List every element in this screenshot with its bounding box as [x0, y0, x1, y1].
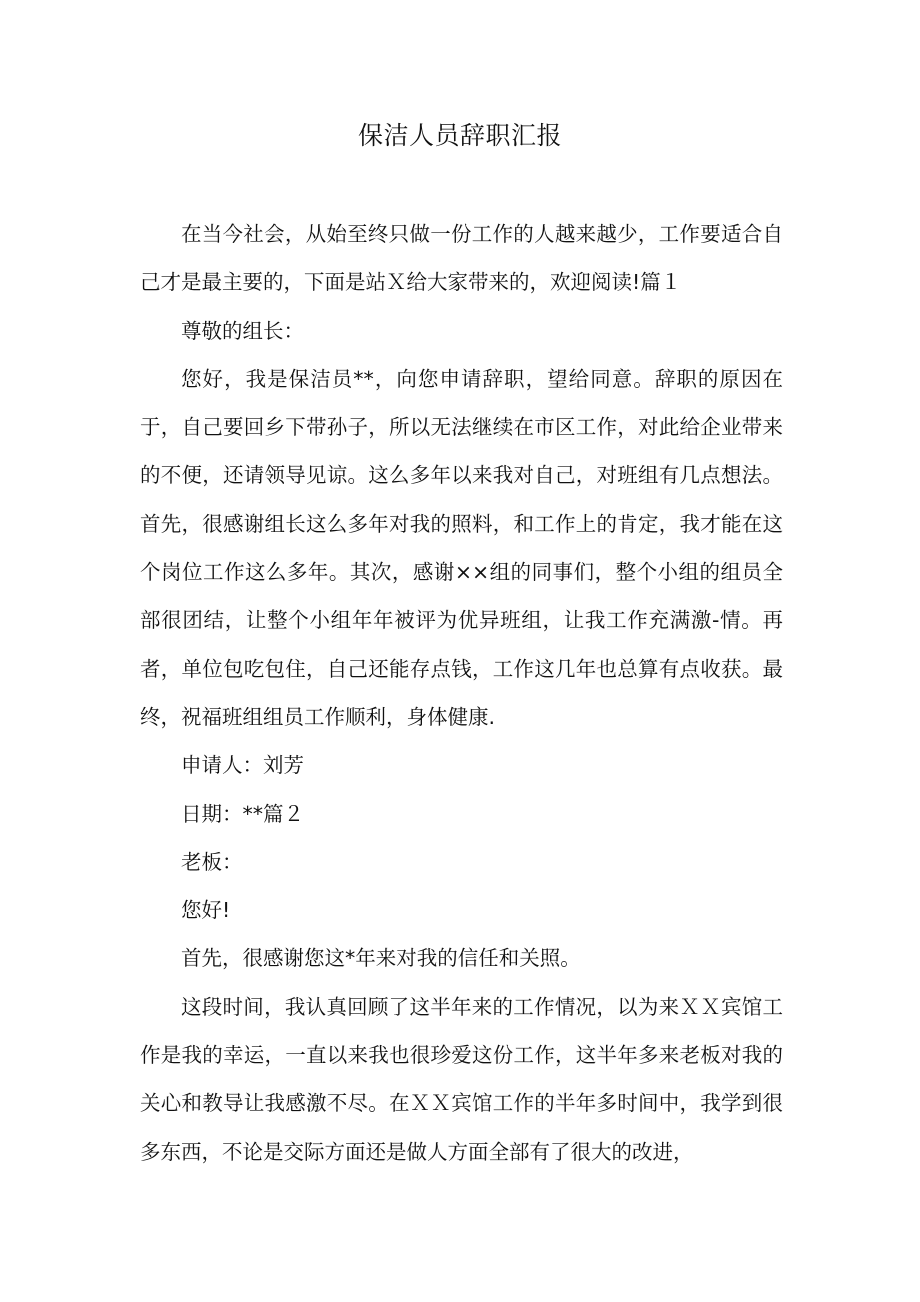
salutation-boss: 老板：: [181, 849, 243, 874]
date-line: 日期：**篇２: [181, 801, 304, 826]
document-title: 保洁人员辞职汇报: [357, 121, 562, 150]
greeting-line: 您好!: [181, 898, 231, 923]
resignation-paragraph-2: 这段时间，我认真回顾了这半年来的工作情况，以为来ＸＸ宾馆工作是我的幸运，一直以来我也很珍爱这份工作，这半年多来老板对我的关心和教导让我感激不尽。在ＸＸ宾馆工作的半年多时间中，我学到很多东西，不论是交际方面还是做人方面全部有了很大的改进，: [140, 994, 783, 1164]
document-body: [140, 210, 783, 1176]
salutation-leader: 尊敬的组长：: [181, 318, 304, 343]
applicant-line: 申请人：刘芳: [181, 753, 304, 778]
resignation-paragraph-1: 您好，我是保洁员**，向您申请辞职，望给同意。辞职的原因在于，自己要回乡下带孙子，所以无法继续在市区工作，对此给企业带来的不便，还请领导见谅。这么多年以来我对自己，对班组有几点想法。首先，很感谢组长这么多年对我的照料，和工作上的肯定，我才能在这个岗位工作这么多年。其次，感谢××组的同事们，整个小组的组员全部很团结，让整个小组年年被评为优异班组，让我工作充满激-情。再者，单位包吃包住，自己还能存点钱，工作这几年也总算有点收获。最终，祝福班组组员工作顺利，身体健康.: [140, 366, 783, 729]
thanks-paragraph: 首先，很感谢您这*年来对我的信任和关照。: [181, 946, 581, 971]
intro-paragraph: 在当今社会，从始至终只做一份工作的人越来越少，工作要适合自己才是最主要的，下面是站Ｘ给大家带来的，欢迎阅读!篇１: [140, 222, 783, 295]
